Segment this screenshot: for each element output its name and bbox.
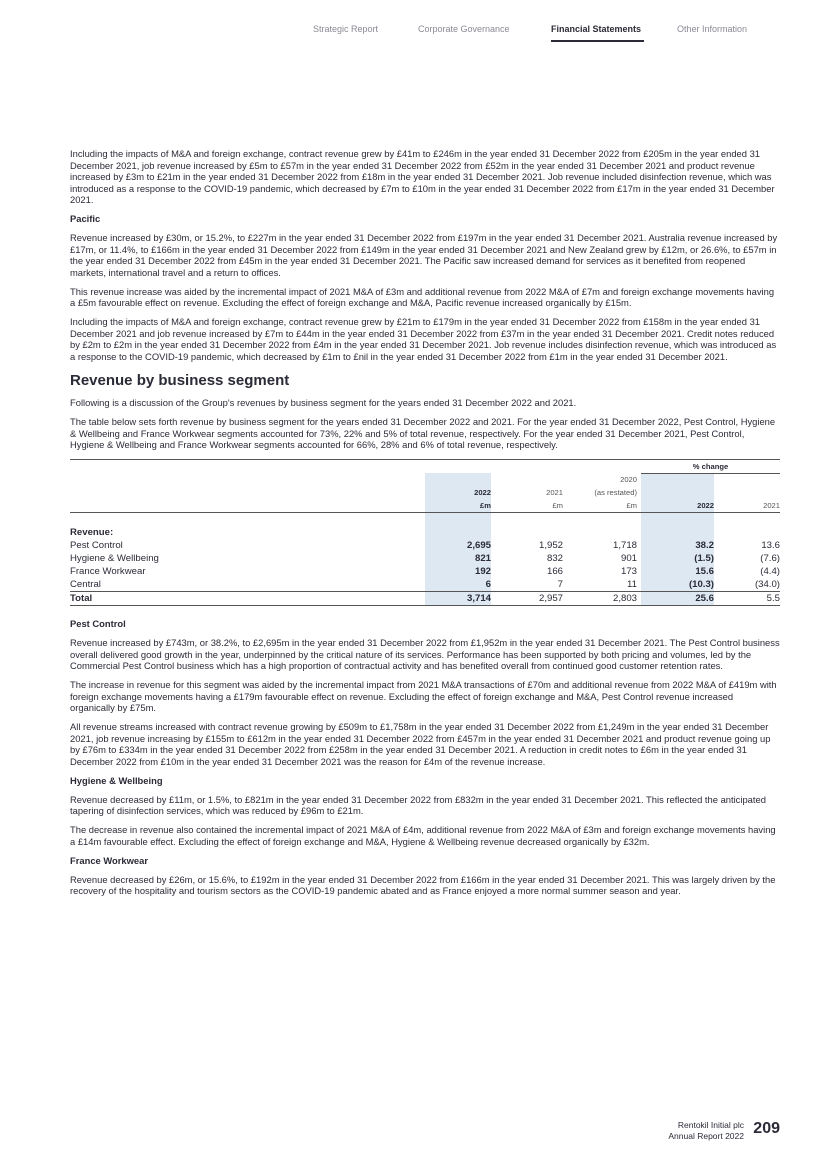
cell-pct-2022: (1.5) — [641, 552, 714, 565]
cell-2020: 173 — [620, 566, 637, 577]
cell-2022: 3,714 — [425, 592, 491, 606]
pacific-paragraph: Including the impacts of M&A and foreign exchange, contract revenue grew by £21m to £179m in the year ended 31 December 2022 from £158m in the year ended 31 December 2021 and job revenue increased by £7m to £44m in the year ended 31 December 2022 from £37m in the year ended 31 December 2021. Credit notes reduced by £2m to £2m in the year ended 31 December 2022 from £4m in the year ended 31 December 2021. Job revenue includes disinfection revenue, which was introduced as a response to the COVID-19 pandemic, which decreased by £1m to £nil in the year ended 31 December 2022 from £1m in the year ended 31 December 2021. — [70, 316, 777, 362]
segment-paragraph: Following is a discussion of the Group's revenues by business segment for the years ended 31 December 2022 and 2021. — [70, 397, 577, 408]
pest-control-paragraph: Revenue increased by £743m, or 38.2%, to £2,695m in the year ended 31 December 2022 from £1,952m in the year ended 31 December 2021. The Pest Control business overall delivered good growth in the year, underpinned by the critical nature of its services. Performance has been supported by both pricing and volumes, led by the Commercial Pest Control business which has a high proportion of contractual activity and has benefited overall from continued good customer retention rates. — [70, 637, 780, 671]
france-workwear-heading: France Workwear — [70, 854, 148, 866]
table-row — [70, 565, 780, 578]
row-label: Hygiene & Wellbeing — [70, 553, 159, 564]
cell-pct-2022: 15.6 — [641, 565, 714, 578]
pacific-paragraph: This revenue increase was aided by the incremental impact of 2021 M&A of £3m and additional revenue from 2022 M&A of £7m and foreign exchange movements having a £5m favourable effect on revenue. Excluding the effect of foreign exchange and M&A, Pacific revenue increased organically by £15m. — [70, 285, 775, 308]
cell-2021: 166 — [546, 566, 563, 577]
table-section-row — [70, 526, 780, 539]
report-name: Annual Report 2022 — [668, 1130, 744, 1141]
cell-pct-2022: (10.3) — [641, 578, 714, 592]
intro-paragraph: Including the impacts of M&A and foreign exchange, contract revenue grew by £41m to £246m in the year ended 31 December 2022 from £205m in the year ended 31 December 2021, job revenue increased by £5m to £57m in the year ended 31 December 2022 from £52m in the year ended 31 December 2021 and product revenue increased by £3m to £21m in the year ended 31 December 2022 from £18m in the year ended 31 December 2021. Job revenue included disinfection revenue, which was introduced as a response to the COVID-19 pandemic, which decreased by £7m to £10m in the year ended 31 December 2022 from £17m in the year ended 31 December 2021. — [70, 148, 775, 205]
nav-financial-statements[interactable]: Financial Statements — [551, 24, 642, 34]
header-2022: 2022 £m — [425, 473, 491, 513]
pest-control-paragraph: The increase in revenue for this segment was aided by the incremental impact from 2021 M&A transactions of £70m and additional revenue from 2022 M&A of £419m with foreign exchange movements having a £179m favourable effect on revenue. Excluding the effect of foreign exchange and M&A, Pest Control revenue increased organically by £75m. — [70, 679, 777, 713]
table-row — [70, 539, 780, 552]
cell-2021: 1,952 — [538, 540, 563, 551]
cell-pct-2022: 38.2 — [641, 539, 714, 552]
cell-2022: 2,695 — [425, 539, 491, 552]
header-pct-2022: 2022 — [641, 473, 714, 513]
top-navigation — [0, 24, 825, 44]
section-label: Revenue: — [70, 527, 114, 538]
cell-2020: 901 — [620, 553, 637, 564]
cell-2021: 2,957 — [503, 592, 563, 606]
hygiene-wellbeing-heading: Hygiene & Wellbeing — [70, 774, 163, 786]
cell-pct-2021: 13.6 — [761, 540, 780, 551]
table-row — [70, 578, 780, 592]
table-header-row — [70, 473, 780, 513]
header-2020: 2020 (as restated) £m — [575, 473, 637, 513]
row-label: Pest Control — [70, 540, 123, 551]
cell-pct-2021: (4.4) — [760, 566, 780, 577]
nav-other-information[interactable]: Other Information — [677, 24, 748, 34]
cell-2020: 2,803 — [575, 592, 637, 606]
page-content — [70, 148, 780, 904]
segment-paragraph: The table below sets forth revenue by business segment for the years ended 31 December 2022 and 2021. For the year ended 31 December 2022, Pest Control, Hygiene & Wellbeing and France Workwear segments accounted for 73%, 22% and 5% of total revenue, respectively. For the year ended 31 December 2021, Pest Control, Hygiene & Wellbeing and France Workwear segments accounted for 66%, 28% and 6% of total revenue, respectively. — [70, 416, 776, 450]
footer-company — [668, 1120, 744, 1141]
row-label: France Workwear — [70, 566, 146, 577]
nav-active-underline — [551, 40, 644, 42]
cell-pct-2021: (34.0) — [754, 579, 780, 590]
cell-pct-2021: 5.5 — [714, 592, 780, 606]
hygiene-paragraph: Revenue decreased by £11m, or 1.5%, to £821m in the year ended 31 December 2022 from £832m in the year ended 31 December 2021. This reflected the anticipated tapering of disinfection services, which was reduced by £96m to £21m. — [70, 793, 766, 816]
cell-2022: 192 — [425, 565, 491, 578]
nav-corporate-governance[interactable]: Corporate Governance — [418, 24, 510, 34]
row-label: Central — [70, 579, 101, 590]
cell-pct-2022: 25.6 — [641, 592, 714, 606]
hygiene-paragraph: The decrease in revenue also contained the incremental impact of 2021 M&A of £4m, additional revenue from 2022 M&A of £3m and foreign exchange movements having a £14m favourable effect. Excluding the effect of foreign exchange and M&A, Hygiene & Wellbeing revenue decreased organically by £32m. — [70, 824, 776, 847]
page-footer — [600, 1120, 780, 1150]
table-total-row — [70, 592, 780, 606]
cell-2020: 1,718 — [612, 540, 637, 551]
company-name: Rentokil Initial plc — [677, 1120, 744, 1130]
section-heading-revenue-by-segment: Revenue by business segment — [70, 372, 290, 389]
page-number: 209 — [753, 1120, 780, 1137]
pest-control-paragraph: All revenue streams increased with contract revenue growing by £509m to £1,758m in the year ended 31 December 2022 from £1,249m in the year ended 31 December 2021, job revenue increasing by £155m to £612m in the year ended 31 December 2022 from £457m in the year ended 31 December 2021 and product revenue going up by £76m to £334m in the year ended 31 December 2022 from £258m in the year ended 31 December 2021. A reduction in credit notes to £6m in the year ended 31 December 2022 from £10m in the year ended 31 December 2021 was the reason for £4m of the revenue increase. — [70, 721, 771, 767]
cell-2020: 11 — [627, 579, 637, 590]
nav-strategic-report[interactable]: Strategic Report — [313, 24, 379, 34]
pest-control-heading: Pest Control — [70, 618, 126, 629]
header-pct-2021: 2021 — [714, 473, 780, 513]
pacific-heading: Pacific — [70, 213, 101, 224]
cell-pct-2021: (7.6) — [760, 553, 780, 564]
row-label: Total — [70, 592, 425, 606]
pacific-paragraph: Revenue increased by £30m, or 15.2%, to £227m in the year ended 31 December 2022 from £197m in the year ended 31 December 2021. Australia revenue increased by £17m, or 11.4%, to £166m in the year ended 31 December 2022 from £149m in the year ended 31 December 2021 and New Zealand grew by £12m, or 26.6%, to £57m in the year ended 31 December 2022 from £45m in the year ended 31 December 2021. The Pacific saw increased demand for services as it benefited from reopened markets, international travel and a return to offices. — [70, 232, 778, 278]
cell-2022: 6 — [425, 578, 491, 592]
revenue-by-segment-table — [70, 459, 780, 607]
header-2021: 2021 £m — [503, 473, 563, 513]
table-row — [70, 552, 780, 565]
pct-change-header: % change — [641, 459, 780, 473]
cell-2022: 821 — [425, 552, 491, 565]
cell-2021: 7 — [557, 579, 563, 590]
cell-2021: 832 — [546, 553, 563, 564]
france-paragraph: Revenue decreased by £26m, or 15.6%, to £192m in the year ended 31 December 2022 from £166m in the year ended 31 December 2021. This was largely driven by the recovery of the hospitality and tourism sectors as the COVID-19 pandemic abated and as France enjoyed a more normal summer season and year. — [70, 873, 776, 896]
